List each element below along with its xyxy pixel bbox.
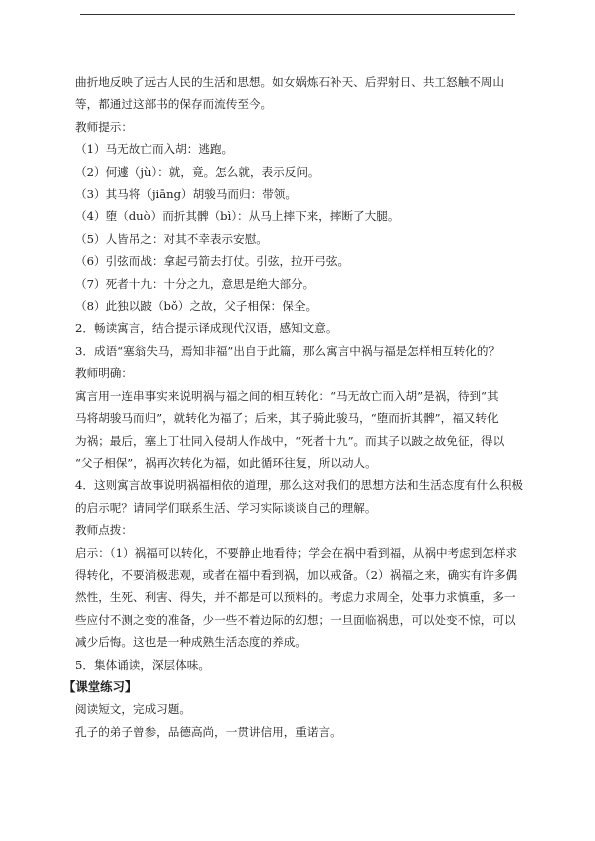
header-rule (80, 14, 515, 15)
text-line: 启示：（1）祸福可以转化，不要静止地看待；学会在祸中看到福，从祸中考虑到怎样求 (75, 545, 518, 560)
text-line: 教师明确： (75, 366, 133, 381)
text-line: （5）人皆吊之：对其不幸表示安慰。 (75, 231, 268, 246)
section-heading: 【课堂练习】 (63, 678, 138, 694)
text-line: （2）何遽（jù）：就，竟。怎么就，表示反问。 (75, 164, 320, 179)
document-body (63, 71, 523, 743)
text-line: 马将胡骏马而归”，就转化为福了；后来，其子骑此骏马，“堕而折其髀”，福又转化 (75, 411, 499, 426)
text-line: 教师点拨： (75, 523, 133, 538)
text-line: 为祸；最后，塞上丁壮同入侵胡人作战中，“死者十九”。而其子以跛之故免征，得以 (75, 433, 505, 448)
text-line: 3．成语“塞翁失马，焉知非福”出自于此篇，那么寓言中祸与福是怎样相互转化的？ (75, 343, 501, 358)
text-line: 得转化，不要消极悲观，或者在福中看到祸，加以戒备。（2）祸福之来，确实有许多偶 (75, 567, 518, 582)
text-line: “父子相保”，祸再次转化为福，如此循环往复，所以动人。 (75, 455, 377, 470)
text-line: 孔子的弟子曾参，品德高尚，一贯讲信用，重诺言。 (75, 724, 342, 739)
text-line: 教师提示： (75, 119, 133, 134)
text-line: 的启示呢？请同学们联系生活、学习实际谈谈自己的理解。 (75, 500, 377, 515)
text-line: 5．集体诵读，深层体味。 (75, 657, 210, 672)
text-line: （7）死者十九：十分之九，意思是绝大部分。 (75, 276, 315, 291)
text-line: （8）此独以跛（bǒ）之故，父子相保：保全。 (75, 299, 318, 314)
text-line: 等，都通过这部书的保存而流传至今。 (75, 97, 273, 112)
text-line: 4．这则寓言故事说明祸福相依的道理，那么这对我们的思想方法和生活态度有什么积极 (75, 478, 523, 493)
text-line: （1）马无故亡而入胡：逃跑。 (75, 142, 234, 157)
text-line: 2．畅读寓言，结合提示译成现代汉语，感知文意。 (75, 321, 338, 336)
text-line: 然性，生死、利害、得失，并不都是可以预料的。考虑力求周全，处事力求慎重，多一 (75, 590, 516, 605)
text-line: 寓言用一连串事实来说明祸与福之间的相互转化：“马无故亡而入胡”是祸，待到“其 (75, 388, 499, 403)
text-line: 减少后悔。这也是一种成熟生活态度的养成。 (75, 635, 307, 650)
text-line: 些应付不测之变的准备，少一些不着边际的幻想；一旦面临祸患，可以处变不惊，可以 (75, 612, 516, 627)
text-line: （4）堕（duò）而折其髀（bì）：从马上摔下来，摔断了大腿。 (75, 209, 400, 224)
text-line: （3）其马将（jiāng）胡骏马而归：带领。 (75, 187, 297, 202)
text-line: 曲折地反映了远古人民的生活和思想。如女娲炼石补天、后羿射日、共工怒触不周山 (75, 75, 504, 89)
text-line: 阅读短文，完成习题。 (75, 702, 191, 717)
text-line: （6）引弦而战：拿起弓箭去打仗。引弦，拉开弓弦。 (75, 254, 350, 269)
